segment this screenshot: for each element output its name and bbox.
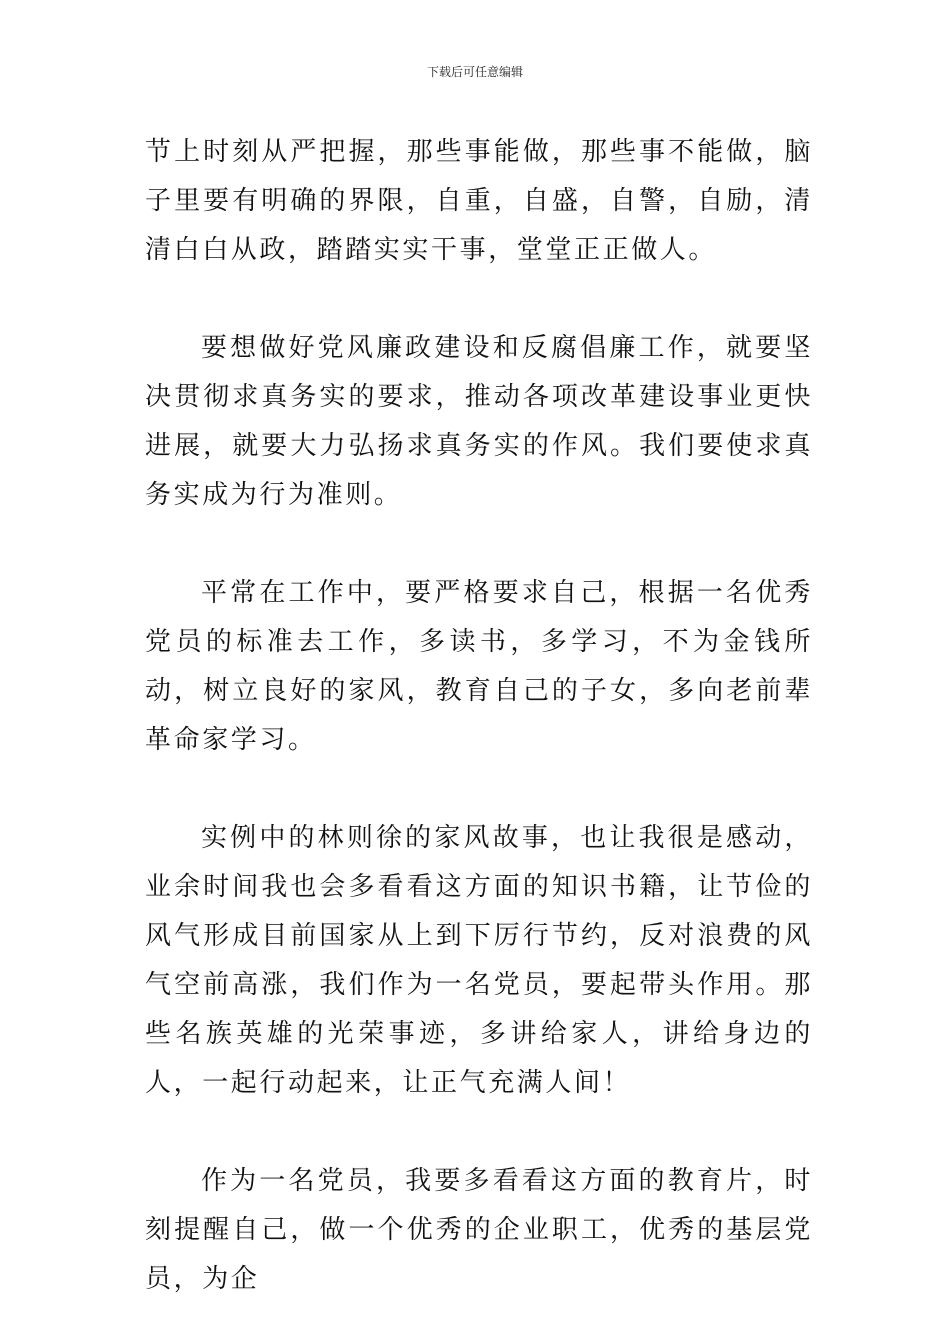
page-header-note: 下载后可任意编辑 [426,65,523,79]
document-body [145,128,813,1304]
paragraph: 作为一名党员，我要多看看这方面的教育片，时刻提醒自己，做一个优秀的企业职工，优秀的基层党员，为企 [145,1166,813,1294]
paragraph-continued: 节上时刻从严把握，那些事能做，那些事不能做，脑子里要有明确的界限，自重，自盛，自警，自励，清清白白从政，踏踏实实干事，堂堂正正做人。 [145,137,813,265]
paragraph: 实例中的林则徐的家风故事，也让我很是感动，业余时间我也会多看看这方面的知识书籍，让节俭的风气形成目前国家从上到下厉行节约，反对浪费的风气空前高涨，我们作为一名党员，要起带头作用。那些名族英雄的光荣事迹，多讲给家人，讲给身边的人，一起行动起来，让正气充满人间！ [145,823,813,1098]
paragraph: 要想做好党风廉政建设和反腐倡廉工作，就要坚决贯彻求真务实的要求，推动各项改革建设事业更快进展，就要大力弘扬求真务实的作风。我们要使求真务实成为行为准则。 [145,333,813,510]
paragraph: 平常在工作中，要严格要求自己，根据一名优秀党员的标准去工作，多读书，多学习，不为金钱所动，树立良好的家风，教育自己的子女，多向老前辈革命家学习。 [145,578,813,755]
